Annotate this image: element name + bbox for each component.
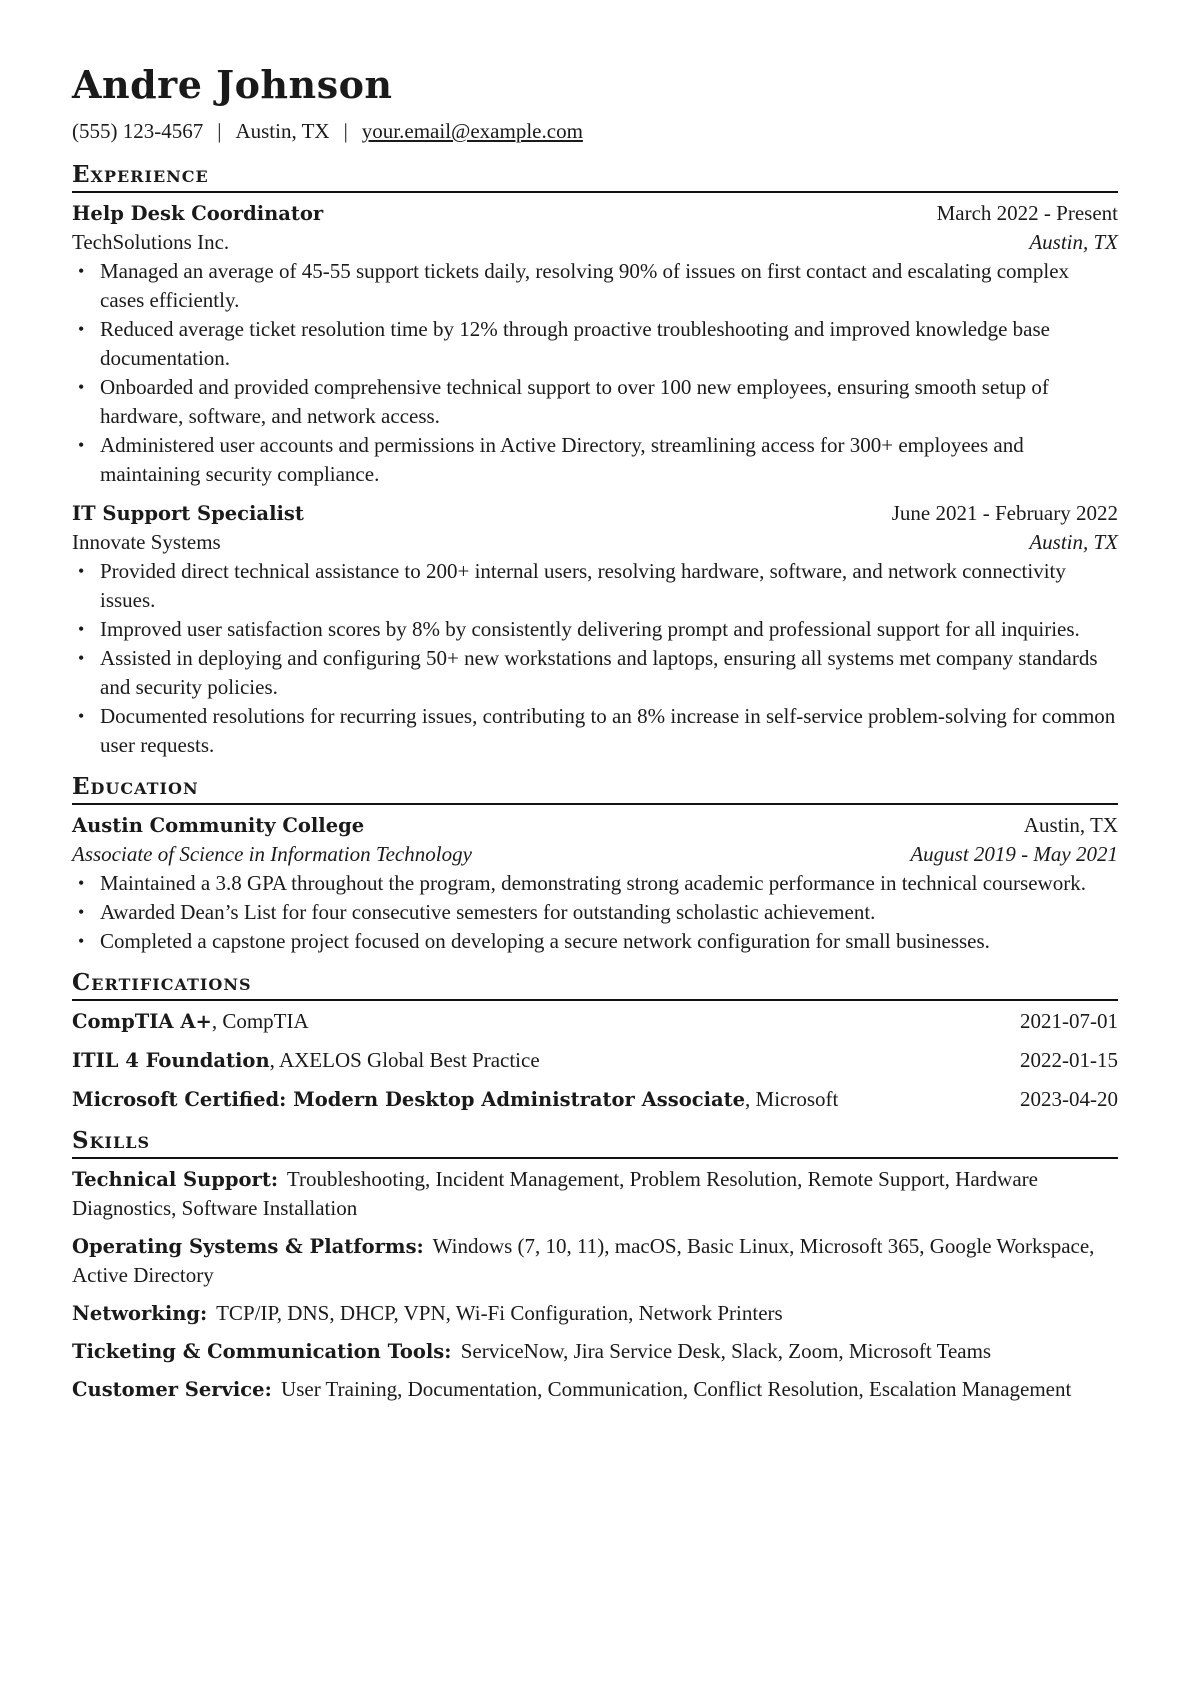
bullet-list (72, 257, 1118, 489)
certification-item (72, 1007, 1118, 1036)
skill-row (72, 1375, 1118, 1404)
company-name: TechSolutions Inc. (72, 230, 230, 254)
bullet-item: • Managed an average of 45-55 support tickets daily, resolving 90% of issues on first contact and escalating complex cases efficiently. (72, 257, 1118, 315)
skill-category: Operating Systems & Platforms: (72, 1235, 424, 1258)
skills-section (72, 1126, 1118, 1404)
school-name: Austin Community College (72, 814, 365, 837)
certifications-section (72, 968, 1118, 1114)
certification-issuer: , Microsoft (745, 1087, 839, 1111)
bullet-item: • Awarded Dean’s List for four consecutive semesters for outstanding scholastic achievement. (72, 898, 1118, 927)
certification-date: 2023-04-20 (1020, 1087, 1118, 1111)
section-title-skills: Skills (72, 1126, 1118, 1159)
bullet-item: • Assisted in deploying and configuring 50+ new workstations and laptops, ensuring all systems met company standards and security policies. (72, 644, 1118, 702)
resume-page (72, 56, 1118, 1416)
experience-section (72, 160, 1118, 760)
skill-row (72, 1165, 1118, 1223)
section-title-experience: Experience (72, 160, 1118, 193)
certification-date: 2021-07-01 (1020, 1009, 1118, 1033)
bullet-item: • Provided direct technical assistance to 200+ internal users, resolving hardware, software, and network connectivity issues. (72, 557, 1118, 615)
education-dates: August 2019 - May 2021 (910, 842, 1118, 866)
section-title-certifications: Certifications (72, 968, 1118, 1001)
email-link[interactable]: your.email@example.com (361, 119, 583, 143)
experience-entry (72, 499, 1118, 760)
certification-item (72, 1085, 1118, 1114)
job-title: IT Support Specialist (72, 502, 304, 525)
bullet-item: • Reduced average ticket resolution time by 12% through proactive troubleshooting and improved knowledge base documentation. (72, 315, 1118, 373)
skill-list: TCP/IP, DNS, DHCP, VPN, Wi-Fi Configuration, Network Printers (216, 1301, 783, 1325)
phone: (555) 123-4567 (72, 119, 204, 143)
separator: | (217, 119, 222, 143)
school-location: Austin, TX (1023, 813, 1118, 837)
certification-name: ITIL 4 Foundation (72, 1049, 270, 1072)
location: Austin, TX (235, 119, 330, 143)
certification-item (72, 1046, 1118, 1075)
skill-list: Troubleshooting, Incident Management, Problem Resolution, Remote Support, Hardware Diagnostics, Software Installation (72, 1167, 1038, 1220)
bullet-item: • Completed a capstone project focused on developing a secure network configuration for small businesses. (72, 927, 1118, 956)
certification-date: 2022-01-15 (1020, 1048, 1118, 1072)
skill-category: Customer Service: (72, 1378, 272, 1401)
certification-issuer: , CompTIA (211, 1009, 309, 1033)
separator: | (343, 119, 348, 143)
skill-category: Technical Support: (72, 1168, 279, 1191)
skill-list: User Training, Documentation, Communication, Conflict Resolution, Escalation Management (281, 1377, 1072, 1401)
contact-line (72, 116, 1118, 146)
bullet-item: • Documented resolutions for recurring issues, contributing to an 8% increase in self-service problem-solving for common user requests. (72, 702, 1118, 760)
bullet-item: • Improved user satisfaction scores by 8% by consistently delivering prompt and professional support for all inquiries. (72, 615, 1118, 644)
degree: Associate of Science in Information Technology (72, 842, 472, 866)
skill-category: Ticketing & Communication Tools: (72, 1340, 452, 1363)
job-location: Austin, TX (1029, 530, 1118, 554)
certification-issuer: , AXELOS Global Best Practice (269, 1048, 540, 1072)
bullet-item: • Maintained a 3.8 GPA throughout the program, demonstrating strong academic performance in technical coursework. (72, 869, 1118, 898)
job-title: Help Desk Coordinator (72, 202, 324, 225)
bullet-item: • Administered user accounts and permissions in Active Directory, streamlining access for 300+ employees and maintaining security compliance. (72, 431, 1118, 489)
skill-row (72, 1299, 1118, 1328)
skill-row (72, 1337, 1118, 1366)
education-section (72, 772, 1118, 956)
skill-list: Windows (7, 10, 11), macOS, Basic Linux, Microsoft 365, Google Workspace, Active Directory (72, 1234, 1095, 1287)
skill-list: ServiceNow, Jira Service Desk, Slack, Zoom, Microsoft Teams (460, 1339, 992, 1363)
job-dates: June 2021 - February 2022 (891, 501, 1118, 525)
skill-category: Networking: (72, 1302, 208, 1325)
company-name: Innovate Systems (72, 530, 221, 554)
bullet-list (72, 557, 1118, 760)
bullet-list (72, 869, 1118, 956)
section-title-education: Education (72, 772, 1118, 805)
skill-row (72, 1232, 1118, 1290)
candidate-name: Andre Johnson (72, 62, 393, 107)
certification-name: CompTIA A+ (72, 1010, 212, 1033)
job-dates: March 2022 - Present (936, 201, 1118, 225)
experience-entry (72, 199, 1118, 489)
job-location: Austin, TX (1029, 230, 1118, 254)
certification-name: Microsoft Certified: Modern Desktop Administrator Associate (72, 1088, 746, 1111)
bullet-item: • Onboarded and provided comprehensive technical support to over 100 new employees, ensuring smooth setup of hardware, software, and network access. (72, 373, 1118, 431)
